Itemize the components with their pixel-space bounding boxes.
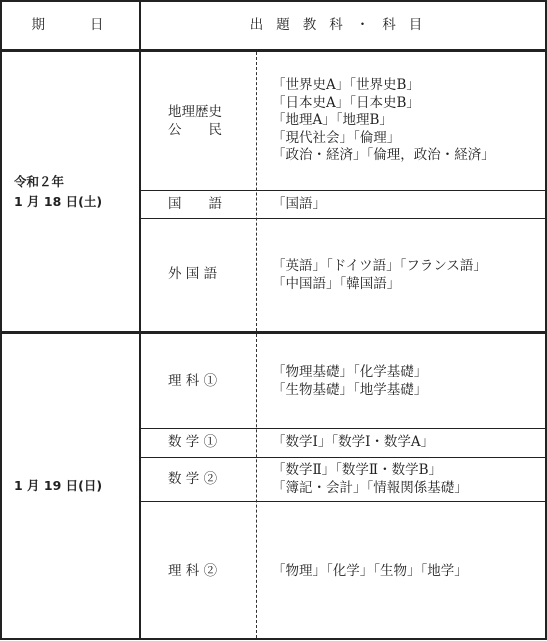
subject-item: 「政治・経済」「倫理，政治・経済」: [272, 147, 495, 163]
header-bottom-border: [0, 49, 547, 52]
table-bottom-border: [0, 638, 547, 640]
subject-item: 「生物基礎」「地学基礎」: [272, 381, 428, 398]
category-label: 理 科 ②: [168, 563, 218, 579]
table-top-border: [0, 0, 547, 2]
subject-list: [272, 196, 326, 214]
subject-dashed-divider: [256, 52, 257, 331]
row-divider: [140, 501, 547, 502]
row-divider: [140, 457, 547, 458]
subject-list: [272, 462, 468, 497]
category-label: 国 語: [168, 196, 222, 212]
subject-list: [272, 77, 495, 165]
subject-item: 「物理」「化学」「生物」「地学」: [272, 563, 468, 579]
subject-item: 「英語」「ドイツ語」「フランス語」: [272, 258, 487, 274]
table-left-border: [0, 0, 2, 640]
subject-item: 「現代社会」「倫理」: [272, 129, 401, 146]
row-divider: [140, 218, 547, 219]
subject-list: [272, 434, 434, 452]
subject-item: 「数学Ⅱ」「数学Ⅱ・数学B」: [272, 462, 443, 478]
header-date: 期 日: [31, 17, 110, 33]
subject-item: 「数学Ⅰ」「数学Ⅰ・数学A」: [272, 434, 435, 450]
row-divider: [140, 428, 547, 429]
subject-list: [272, 364, 427, 399]
subject-item: 「中国語」「韓国語」: [272, 275, 401, 292]
day2-date: 1 月 19 日(日): [14, 478, 103, 493]
subject-item: 「日本史A」「日本史B」: [272, 94, 420, 111]
category-label: 理 科 ①: [168, 373, 218, 389]
subject-item: 「地理A」「地理B」: [272, 112, 393, 128]
category-label: 数 学 ②: [168, 471, 218, 487]
category-label: 公 民: [168, 122, 222, 138]
subject-item: 「国語」: [272, 196, 326, 212]
category-label: 外 国 語: [168, 266, 218, 282]
row-divider: [140, 190, 547, 191]
subject-list: [272, 563, 468, 581]
subject-item: 「物理基礎」「化学基礎」: [272, 364, 428, 380]
category-label: 数 学 ①: [168, 434, 218, 450]
header-subjects: 出題教科・科目: [249, 17, 436, 33]
day1-date-line2: 1 月 18 日(土): [14, 194, 103, 209]
date-column-border: [139, 0, 141, 640]
subject-item: 「世界史A」「世界史B」: [272, 77, 420, 93]
subject-list: [272, 258, 487, 293]
subject-dashed-divider: [256, 334, 257, 638]
day1-date-line1: 令和２年: [14, 174, 65, 189]
day-divider: [0, 331, 547, 334]
subject-item: 「簿記・会計」「情報関係基礎」: [272, 479, 468, 496]
category-label: 地理歴史: [168, 104, 222, 120]
